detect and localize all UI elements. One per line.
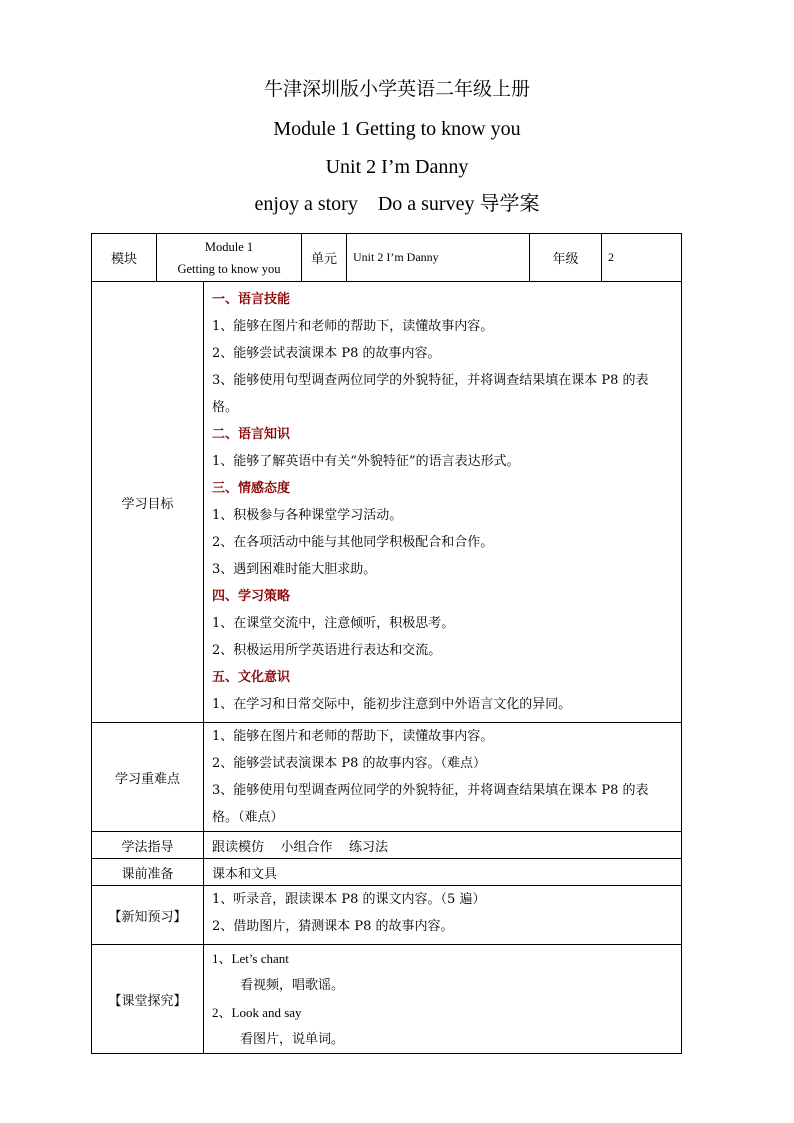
objective-item: 1、积极参与各种课堂学习活动。 (212, 508, 403, 523)
module-value-line-1: Module 1 (204, 239, 254, 254)
key-point-item: 2、能够尝试表演课本 P8 的故事内容。（难点） (212, 756, 487, 771)
objectives-heading-5: 五、文化意识 (212, 670, 291, 685)
explore-item: 1、Let’s chant (212, 951, 289, 966)
objective-item: 格。 (212, 400, 239, 415)
header-row (92, 234, 682, 282)
key-point-item: 1、能够在图片和老师的帮助下，读懂故事内容。 (212, 729, 494, 744)
explore-content (204, 945, 682, 1054)
module-label: 模块 (92, 234, 157, 282)
objective-item: 1、在学习和日常交际中，能初步注意到中外语言文化的异同。 (212, 697, 572, 712)
objective-item: 1、能够了解英语中有关“外貌特征”的语言表达形式。 (212, 454, 520, 469)
objectives-heading-3: 三、情感态度 (212, 481, 291, 496)
title-line-4: enjoy a story Do a survey 导学案 (254, 193, 540, 215)
explore-item: 2、Look and say (212, 1005, 302, 1020)
objective-item: 3、遇到困难时能大胆求助。 (212, 562, 377, 577)
module-value (157, 234, 302, 282)
objective-item: 2、积极运用所学英语进行表达和交流。 (212, 643, 442, 658)
key-points-row (92, 723, 682, 832)
objectives-heading-2: 二、语言知识 (212, 427, 291, 442)
key-point-item: 格。（难点） (212, 810, 284, 825)
objective-item: 3、能够使用句型调查两位同学的外貌特征，并将调查结果填在课本 P8 的表 (212, 373, 649, 388)
grade-label: 年级 (530, 234, 602, 282)
explore-row (92, 945, 682, 1054)
preview-label: 【新知预习】 (92, 886, 204, 945)
prep-row (92, 859, 682, 886)
method-row (92, 832, 682, 859)
prep-value: 课本和文具 (204, 859, 682, 886)
module-value-line-2: Getting to know you (177, 261, 281, 276)
objective-item: 1、在课堂交流中，注意倾听，积极思考。 (212, 616, 455, 631)
grade-value: 2 (602, 234, 682, 282)
key-points-content (204, 723, 682, 832)
objective-item: 2、在各项活动中能与其他同学积极配合和合作。 (212, 535, 494, 550)
prep-label: 课前准备 (92, 859, 204, 886)
title-line-2: Module 1 Getting to know you (273, 118, 521, 140)
explore-item: 看图片，说单词。 (240, 1032, 345, 1047)
preview-content (204, 886, 682, 945)
key-point-item: 3、能够使用句型调查两位同学的外貌特征，并将调查结果填在课本 P8 的表 (212, 783, 649, 798)
title-line-1: 牛津深圳版小学英语二年级上册 (263, 78, 530, 100)
preview-item: 1、听录音，跟读课本 P8 的课文内容。（5 遍） (212, 892, 486, 907)
unit-label: 单元 (302, 234, 347, 282)
explore-label: 【课堂探究】 (92, 945, 204, 1054)
objectives-heading-4: 四、学习策略 (212, 589, 291, 604)
method-label: 学法指导 (92, 832, 204, 859)
objective-item: 2、能够尝试表演课本 P8 的故事内容。 (212, 346, 441, 361)
objectives-label: 学习目标 (92, 282, 204, 723)
preview-row (92, 886, 682, 945)
lesson-plan-table (91, 233, 682, 1054)
explore-item: 看视频，唱歌谣。 (240, 978, 345, 993)
objectives-content (204, 282, 682, 723)
objectives-row (92, 282, 682, 723)
method-value: 跟读模仿 小组合作 练习法 (204, 832, 682, 859)
preview-item: 2、借助图片，猜测课本 P8 的故事内容。 (212, 919, 454, 934)
objectives-heading-1: 一、语言技能 (212, 292, 291, 307)
key-points-label: 学习重难点 (92, 723, 204, 832)
title-line-3: Unit 2 I’m Danny (325, 156, 469, 178)
unit-value: Unit 2 I’m Danny (347, 234, 530, 282)
objective-item: 1、能够在图片和老师的帮助下，读懂故事内容。 (212, 319, 494, 334)
